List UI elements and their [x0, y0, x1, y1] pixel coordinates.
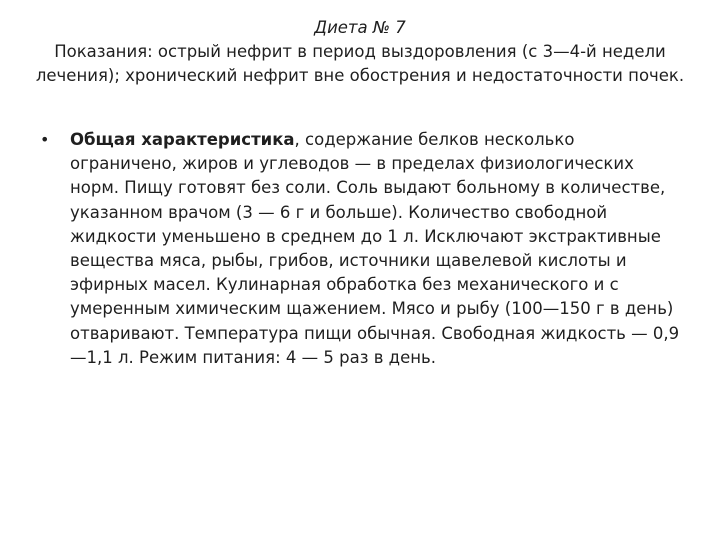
slide-header: [30, 16, 690, 88]
bullet-item: [40, 128, 680, 370]
bullet-text: [70, 128, 680, 370]
slide-title: Диета № 7: [314, 18, 406, 37]
indications-text: Показания: острый нефрит в период выздоровления (с 3—4-й недели лечения); хронический нефрит вне обострения и недостаточности почек.: [35, 42, 685, 85]
bullet-lead: Общая характеристика: [70, 130, 295, 149]
bullet-marker: •: [40, 130, 50, 149]
bullet-list: [40, 128, 680, 370]
bullet-body: , содержание белков несколько ограничено, жиров и углеводов — в пределах физиологических норм. Пищу готовят без соли. Соль выдают больному в количестве, указанном врачом (3 — 6 г и больше). Количество свободной жидкости уменьшено в среднем до 1 л. Исключают экстрактивные вещества мяса, рыбы, грибов, источники щавелевой кислоты и эфирных масел. Кулинарная обработка без механического и с умеренным химическим щажением. Мясо и рыбу (100—150 г в день) отваривают. Температура пищи обычная. Свободная жидкость — 0,9 —1,1 л. Режим питания: 4 — 5 раз в день.: [70, 130, 680, 367]
